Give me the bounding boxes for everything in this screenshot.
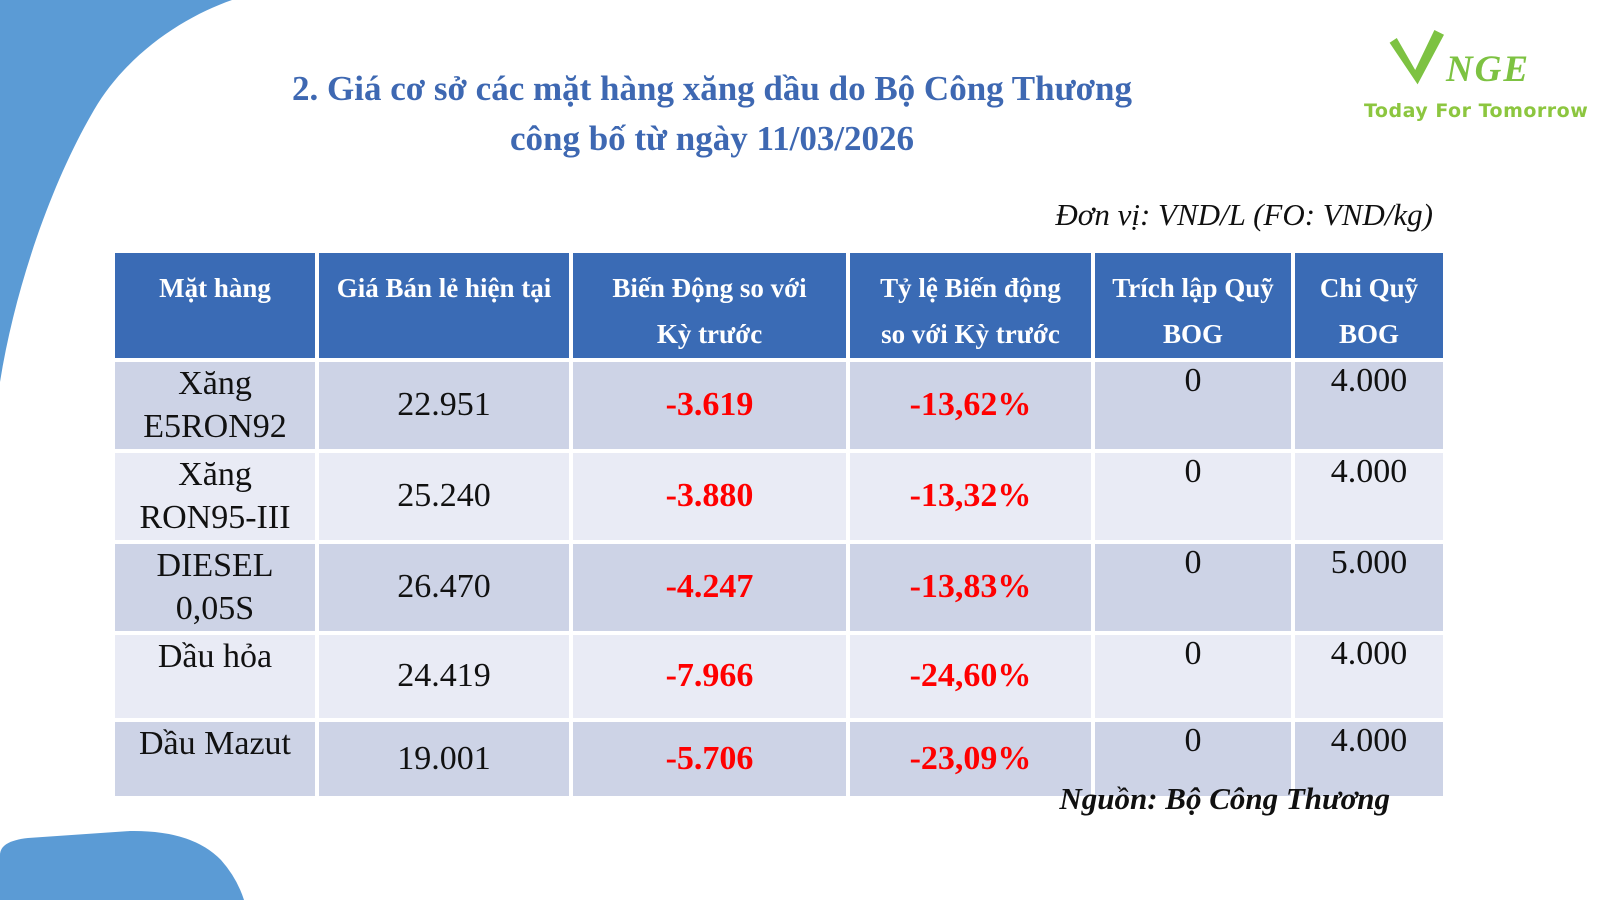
header-line: Kỳ trước [656,319,763,350]
fund-spending-cell: 4.000 [1293,720,1445,798]
header-line: Tỷ lệ Biến động [880,273,1061,303]
checkmark-v-icon [1388,26,1444,90]
retail-price-cell: 22.951 [317,360,571,451]
table-row-diesel [113,542,1445,633]
fund-contribution-cell: 0 [1093,720,1293,798]
product-cell [113,360,317,451]
corner-shape-bottom-left-decoration [0,830,250,900]
page-title-line2: công bố từ ngày 11/03/2026 [509,118,915,158]
column-header-product [113,251,317,360]
change-cell: -5.706 [571,720,848,798]
vnge-wordmark-text: NGE [1445,49,1531,90]
header-line: Biến Động so với [612,273,807,303]
unit-note: Đơn vị: VND/L (FO: VND/kg) [1055,197,1433,232]
change-cell: -3.619 [571,360,848,451]
column-header-fund-spending [1293,251,1445,360]
fuel-price-table [113,251,1445,798]
product-name-line: 0,05S [175,590,255,628]
table-row-dau-hoa [113,633,1445,720]
fund-contribution-cell: 0 [1093,451,1293,542]
retail-price-cell: 25.240 [317,451,571,542]
retail-price-cell: 24.419 [317,633,571,720]
table-header-row [113,251,1445,360]
vnge-wordmark [1364,26,1554,90]
source-note: Nguồn: Bộ Công Thương [1059,781,1390,816]
header-line: so với Kỳ trước [881,319,1060,350]
header-line: Mặt hàng [159,273,271,303]
change-pct-cell: -13,62% [848,360,1093,451]
table-row-e5ron92 [113,360,1445,451]
column-header-retail-price [317,251,571,360]
fund-contribution-cell: 0 [1093,360,1293,451]
change-pct-cell: -23,09% [848,720,1093,798]
header-line: Trích lập Quỹ [1112,273,1274,303]
change-cell: -3.880 [571,451,848,542]
vnge-logo [1364,26,1589,122]
header-line: BOG [1338,319,1399,350]
header-line: BOG [1162,319,1223,350]
product-name-line: DIESEL [156,546,274,584]
fund-spending-cell: 4.000 [1293,451,1445,542]
logo-tagline: Today For Tomorrow [1364,100,1589,122]
column-header-change-pct [848,251,1093,360]
page-title [0,64,1600,163]
product-cell [113,633,317,720]
product-name-line: Xăng [178,364,252,402]
change-pct-cell: -24,60% [848,633,1093,720]
fund-spending-cell: 4.000 [1293,633,1445,720]
fund-spending-cell: 4.000 [1293,360,1445,451]
product-name-line: Dầu Mazut [138,724,291,762]
column-header-change [571,251,848,360]
change-pct-cell: -13,83% [848,542,1093,633]
product-name-line: Xăng [178,455,252,493]
retail-price-cell: 19.001 [317,720,571,798]
product-cell [113,542,317,633]
product-cell [113,451,317,542]
fund-contribution-cell: 0 [1093,542,1293,633]
product-name-line: Dầu hỏa [157,637,273,675]
header-line: Chi Quỹ [1319,273,1419,303]
change-pct-cell: -13,32% [848,451,1093,542]
header-line: Giá Bán lẻ hiện tại [336,273,552,303]
fund-spending-cell: 5.000 [1293,542,1445,633]
page-title-line1: 2. Giá cơ sở các mặt hàng xăng dầu do Bộ Công Thương [292,69,1132,108]
change-cell: -4.247 [571,542,848,633]
product-cell [113,720,317,798]
product-name-line: RON95-III [139,499,291,537]
product-name-line: E5RON92 [143,408,287,446]
table-row-ron95 [113,451,1445,542]
column-header-fund-contribution [1093,251,1293,360]
change-cell: -7.966 [571,633,848,720]
fund-contribution-cell: 0 [1093,633,1293,720]
retail-price-cell: 26.470 [317,542,571,633]
